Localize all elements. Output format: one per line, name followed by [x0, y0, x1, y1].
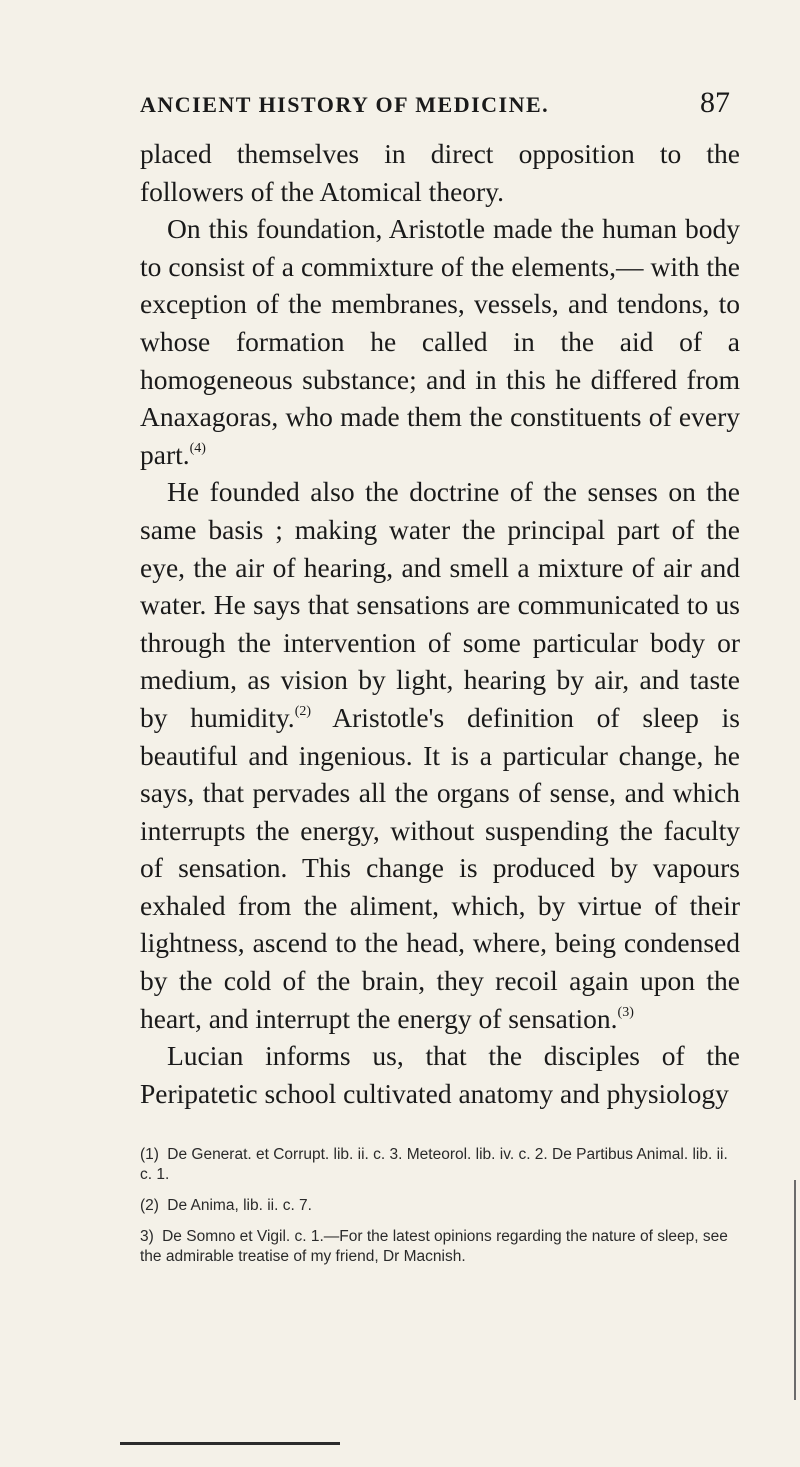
page-number: 87 [700, 86, 730, 119]
paragraph-3-text-a: He founded also the doctrine of the senses on the same basis ; making water the principal part of the eye, the air of hearing, and smell a mixture of air and water. He says that sensations are communicated to us through the intervention of some particular body or medium, as vision by light, hearing by air, and taste by humidity. [140, 476, 740, 733]
footnote-ref-4: (4) [189, 440, 206, 456]
footnote-label: 3) [140, 1228, 154, 1245]
footnote-ref-3: (3) [617, 1004, 634, 1020]
paragraph-3 [140, 473, 740, 1037]
paragraph-3-text-b: Aristotle's definition of sleep is beautiful and ingenious. It is a particular change, he says, that pervades all the organs of sense, and which interrupts the energy, without suspending the faculty of sensation. This change is produced by vapours exhaled from the aliment, which, by virtue of their lightness, ascend to the head, where, being condensed by the cold of the brain, they recoil again upon the heart, and interrupt the energy of sensation. [140, 701, 740, 1034]
paragraph-2-text: On this foundation, Aristotle made the human body to consist of a commixture of the elements,— with the exception of the membranes, vessels, and tendons, to whose formation he called in the aid of a homogeneous substance; and in this he differed from Anaxagoras, who made them the constituents of every part. [140, 213, 740, 470]
paragraph-2 [140, 210, 740, 473]
footnote-ref-2: (2) [294, 703, 312, 719]
footnote-label: (1) [140, 1146, 159, 1163]
footnote-text: De Generat. et Corrupt. lib. ii. c. 3. Meteorol. lib. iv. c. 2. De Partibus Animal. lib. ii. c. 1. [140, 1146, 728, 1183]
paragraph-1-text: placed themselves in direct opposition to the followers of the Atomical theory. [140, 138, 740, 207]
running-title: ANCIENT HISTORY OF MEDICINE. [140, 92, 550, 117]
footnote-3 [140, 1227, 740, 1267]
page-edge-shadow [794, 1180, 796, 1400]
footnotes [140, 1145, 740, 1278]
page-header [130, 88, 730, 128]
paragraph-4 [140, 1037, 740, 1112]
footnote-text: De Anima, lib. ii. c. 7. [167, 1197, 312, 1214]
paragraph-4-text: Lucian informs us, that the disciples of the Peripatetic school cultivated anatomy and physiology [140, 1040, 740, 1109]
footnote-label: (2) [140, 1197, 159, 1214]
main-text [140, 135, 740, 1112]
paragraph-1 [140, 135, 740, 210]
footnote-2 [140, 1196, 740, 1216]
bottom-rule [120, 1442, 340, 1445]
footnote-1 [140, 1145, 740, 1185]
footnote-text: De Somno et Vigil. c. 1.—For the latest opinions regarding the nature of sleep, see the admirable treatise of my friend, Dr Macnish. [140, 1228, 728, 1265]
